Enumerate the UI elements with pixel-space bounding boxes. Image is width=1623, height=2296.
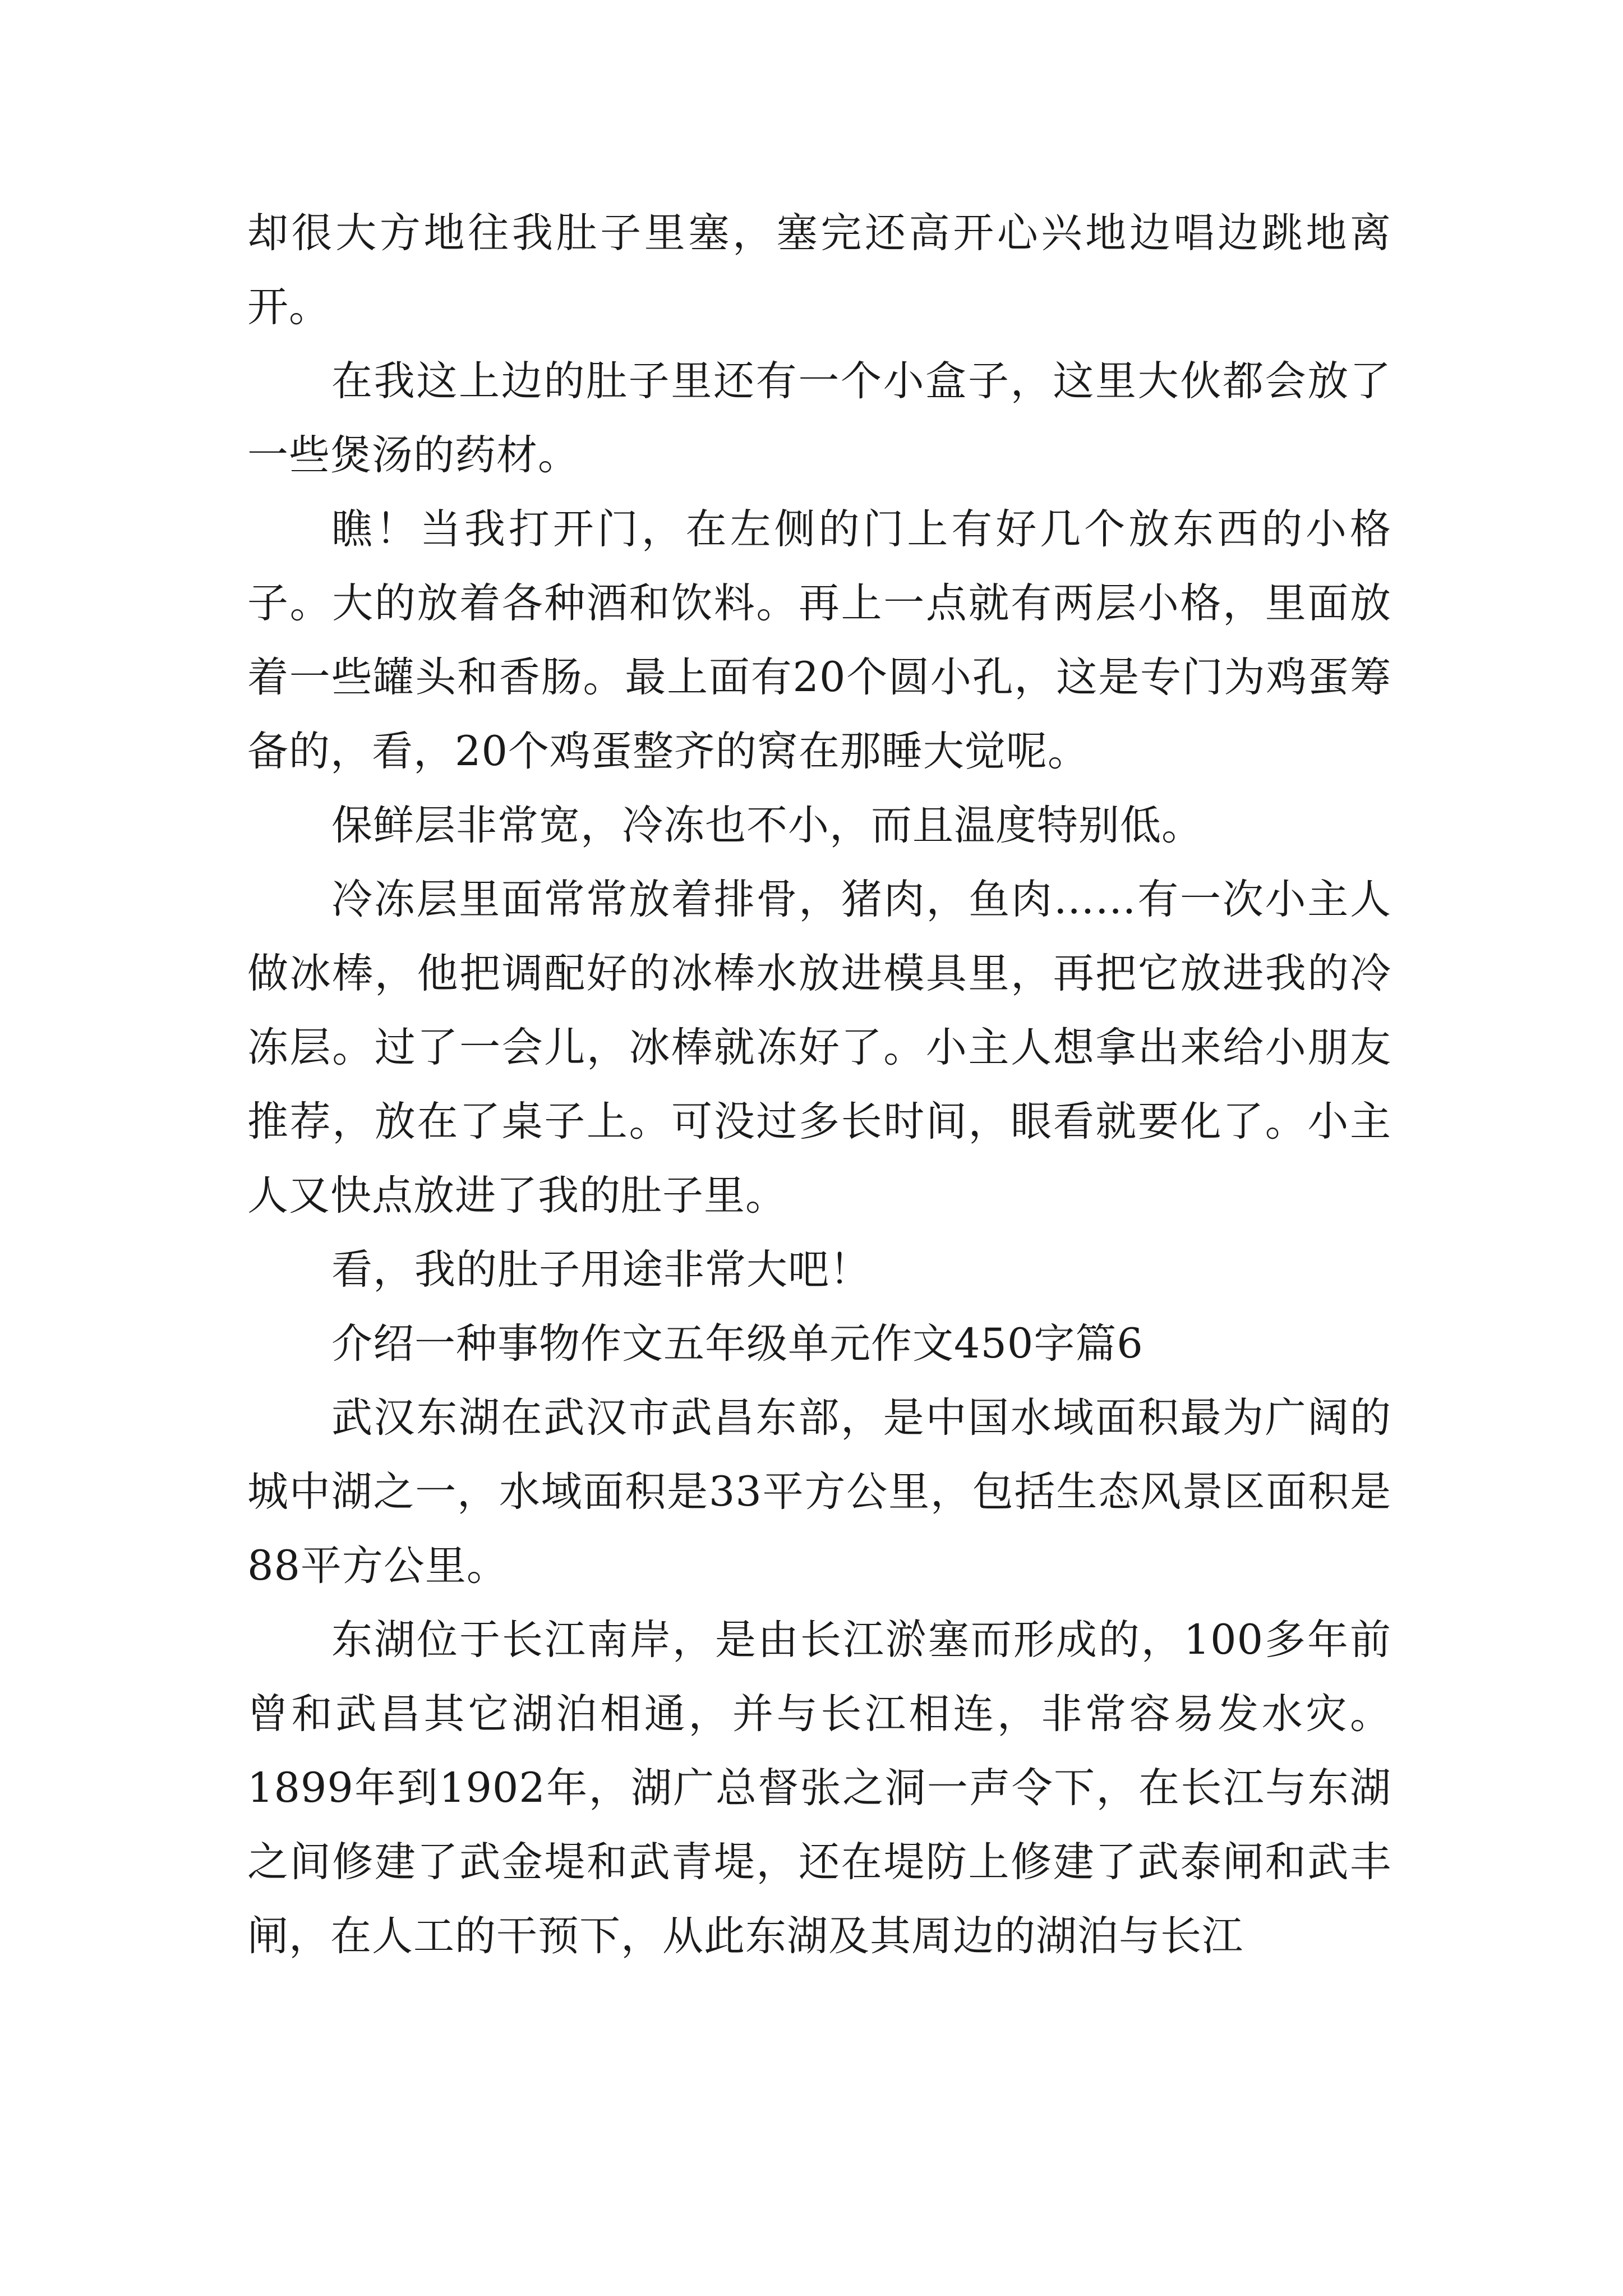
section-heading: 介绍一种事物作文五年级单元作文450字篇6: [331, 1320, 1144, 1368]
paragraph: 保鲜层非常宽，冷冻也不小，而且温度特别低。: [331, 802, 1203, 849]
paragraph: 瞧！当我打开门，在左侧的门上有好几个放东西的小格子。大的放着各种酒和饮料。再上一点就有两层小格，里面放着一些罐头和香肠。最上面有20个圆小孔，这是专门为鸡蛋筹备的，看，20个鸡蛋整齐的窝在那睡大觉呢。: [247, 505, 1391, 775]
paragraph: 冷冻层里面常常放着排骨，猪肉，鱼肉……有一次小主人做冰棒，他把调配好的冰棒水放进模具里，再把它放进我的冷冻层。过了一会儿，冰棒就冻好了。小主人想拿出来给小朋友推荐，放在了桌子上。可没过多长时间，眼看就要化了。小主人又快点放进了我的肚子里。: [247, 876, 1391, 1220]
paragraph: 看，我的肚子用途非常大吧！: [331, 1246, 871, 1294]
document-body: [247, 196, 1391, 1973]
paragraph: 在我这上边的肚子里还有一个小盒子，这里大伙都会放了一些煲汤的药材。: [247, 357, 1391, 479]
paragraph: 东湖位于长江南岸，是由长江淤塞而形成的，100多年前曾和武昌其它湖泊相通，并与长江相连，非常容易发水灾。1899年到1902年，湖广总督张之洞一声令下，在长江与东湖之间修建了武金堤和武青堤，还在堤防上修建了武泰闸和武丰闸，在人工的干预下，从此东湖及其周边的湖泊与长江: [247, 1616, 1391, 1960]
paragraph: 却很大方地往我肚子里塞，塞完还高开心兴地边唱边跳地离开。: [247, 209, 1391, 331]
paragraph: 武汉东湖在武汉市武昌东部，是中国水域面积最为广阔的城中湖之一，水域面积是33平方公里，包括生态风景区面积是88平方公里。: [247, 1394, 1391, 1590]
